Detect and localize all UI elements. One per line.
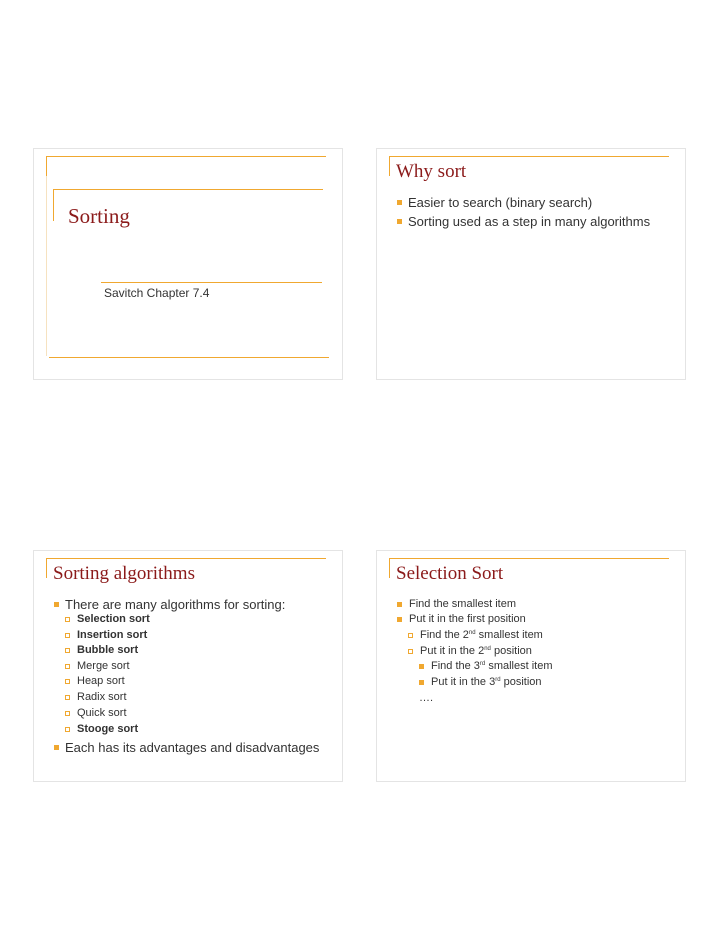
slide-sorting-algorithms xyxy=(33,550,343,782)
slide-heading: Why sort xyxy=(396,161,467,182)
bullet-square-icon xyxy=(54,602,59,607)
slide-subtitle: Savitch Chapter 7.4 xyxy=(104,286,210,300)
list-item: Put it in the first position xyxy=(397,613,526,625)
bullet-hollow-square-icon xyxy=(65,679,70,684)
list-item: Quick sort xyxy=(65,707,127,719)
list-item: Find the 2nd smallest item xyxy=(408,629,543,641)
bullet-hollow-square-icon xyxy=(408,649,413,654)
slide-heading: Sorting algorithms xyxy=(53,563,195,584)
deco-line xyxy=(389,156,390,176)
deco-line xyxy=(49,357,329,358)
list-item: Easier to search (binary search) xyxy=(397,195,592,210)
deco-line xyxy=(53,189,323,190)
ellipsis-text: …. xyxy=(419,692,434,704)
bullet-hollow-square-icon xyxy=(65,727,70,732)
slide-why-sort xyxy=(376,148,686,380)
deco-line xyxy=(389,558,669,559)
slide-title xyxy=(33,148,343,380)
deco-line xyxy=(389,156,669,157)
list-item: Merge sort xyxy=(65,660,130,672)
bullet-hollow-square-icon xyxy=(65,648,70,653)
list-item: Find the 3rd smallest item xyxy=(419,660,553,672)
slide-selection-sort xyxy=(376,550,686,782)
slide-heading: Sorting xyxy=(68,204,130,228)
list-item: There are many algorithms for sorting: xyxy=(54,597,285,612)
bullet-hollow-square-icon xyxy=(65,695,70,700)
bullet-square-icon xyxy=(419,680,424,685)
deco-line xyxy=(46,156,47,176)
bullet-hollow-square-icon xyxy=(65,617,70,622)
list-item: Find the smallest item xyxy=(397,598,516,610)
deco-line xyxy=(53,189,54,221)
bullet-square-icon xyxy=(397,617,402,622)
deco-line xyxy=(389,558,390,578)
deco-line xyxy=(46,176,47,356)
bullet-hollow-square-icon xyxy=(65,633,70,638)
bullet-hollow-square-icon xyxy=(65,664,70,669)
list-item: Each has its advantages and disadvantages xyxy=(54,740,319,755)
deco-line xyxy=(46,558,326,559)
list-item: Heap sort xyxy=(65,675,125,687)
list-item: Put it in the 3rd position xyxy=(419,676,542,688)
bullet-hollow-square-icon xyxy=(65,711,70,716)
list-item: Radix sort xyxy=(65,691,127,703)
deco-line xyxy=(46,156,326,157)
slide-heading: Selection Sort xyxy=(396,563,504,584)
list-item: Selection sort xyxy=(65,613,150,625)
bullet-square-icon xyxy=(419,664,424,669)
list-item: Put it in the 2nd position xyxy=(408,645,532,657)
deco-line xyxy=(46,558,47,578)
deco-line xyxy=(101,282,322,283)
bullet-hollow-square-icon xyxy=(408,633,413,638)
list-item: Stooge sort xyxy=(65,723,138,735)
bullet-square-icon xyxy=(397,219,402,224)
bullet-square-icon xyxy=(54,745,59,750)
list-item: Insertion sort xyxy=(65,629,147,641)
bullet-square-icon xyxy=(397,200,402,205)
list-item: Bubble sort xyxy=(65,644,138,656)
bullet-square-icon xyxy=(397,602,402,607)
list-item: Sorting used as a step in many algorithms xyxy=(397,214,650,229)
